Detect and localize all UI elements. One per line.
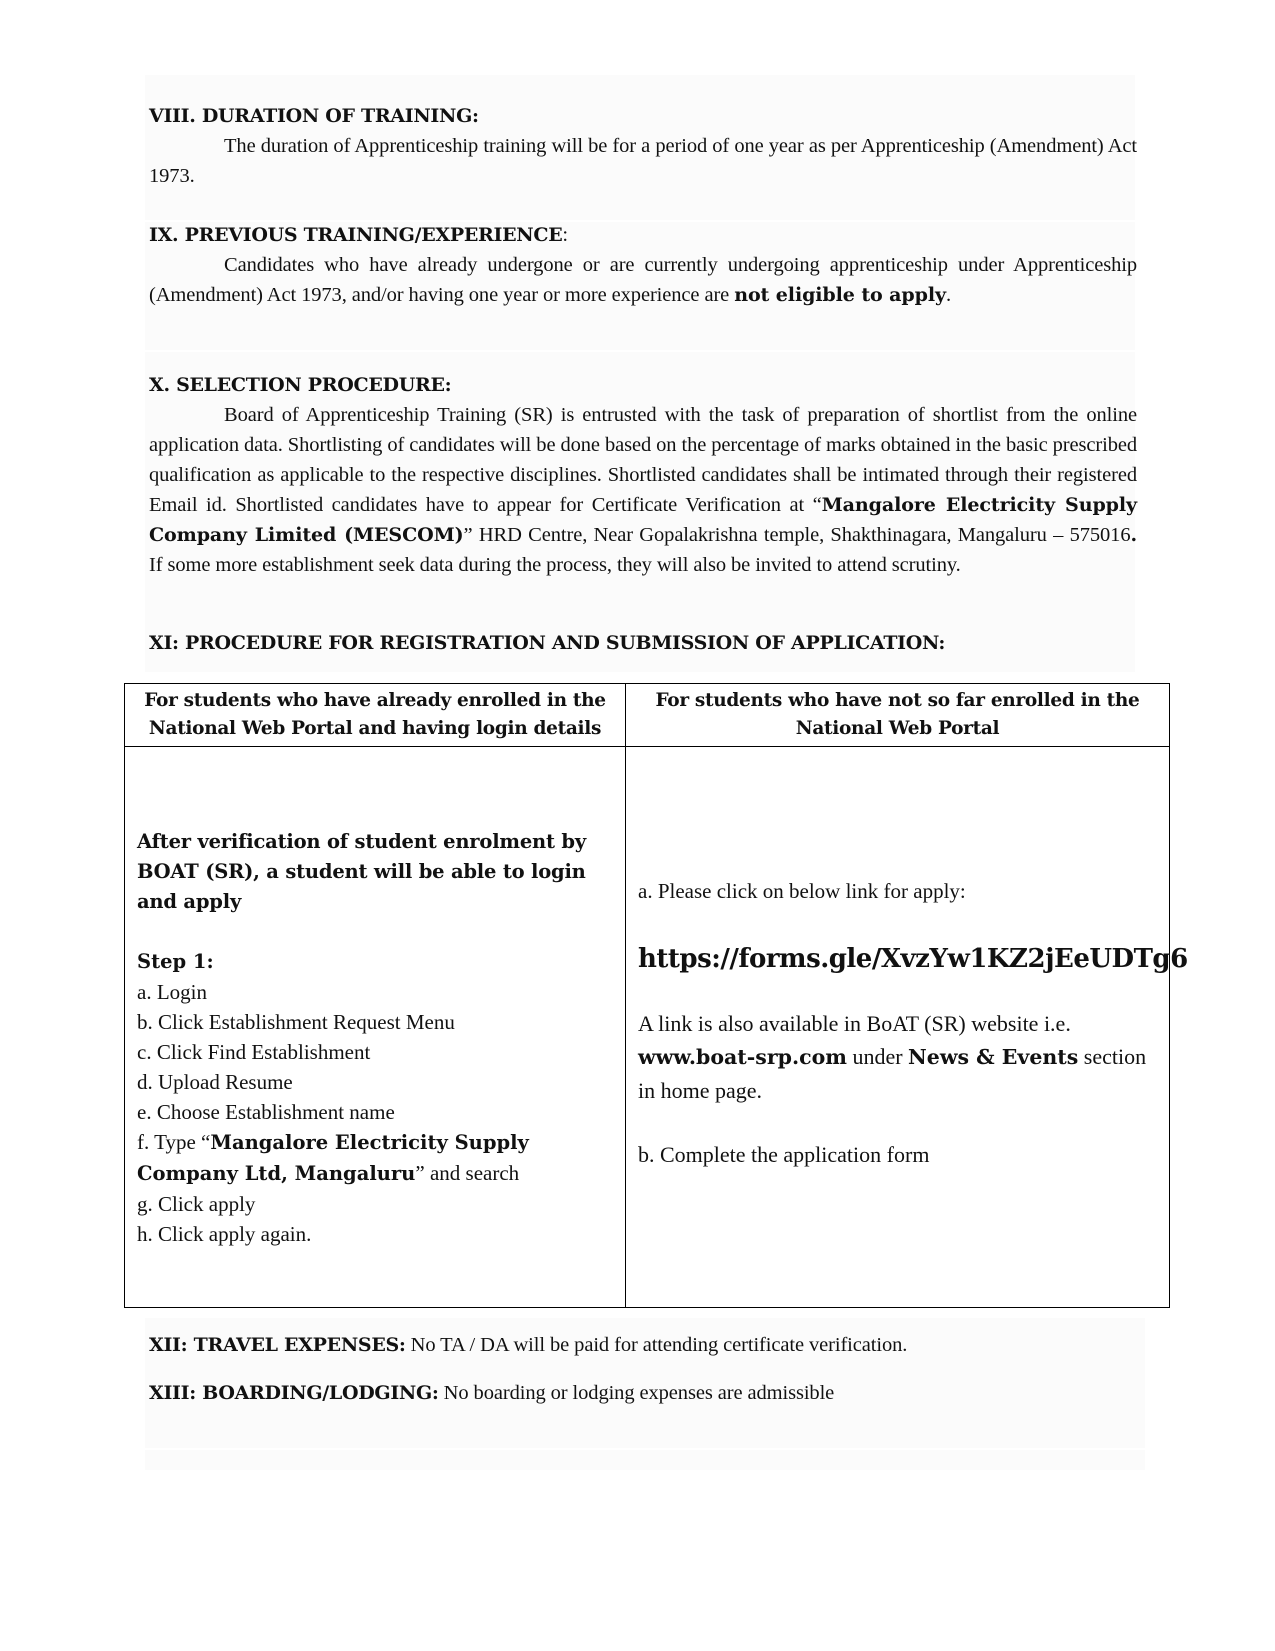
- cell-not-enrolled: [626, 747, 1188, 1308]
- also-text: A link is also available in BoAT (SR) website i.e.: [638, 1011, 1071, 1036]
- step-item: c. Click Find Establishment: [137, 1040, 371, 1064]
- body-text: Candidates who have already undergone or are currently undergoing apprenticeship under Apprenticeship (Amendment) Act 1973, and/or having one year or more experience are: [149, 254, 1137, 306]
- item-b: b. Complete the application form: [638, 1142, 930, 1167]
- step-item: [137, 1127, 617, 1189]
- section-heading: X. SELECTION PROCEDURE:: [149, 374, 452, 396]
- section-travel-expenses: [149, 1330, 1137, 1360]
- section-duration-of-training: [149, 101, 1137, 191]
- section-previous-training: [149, 220, 1137, 310]
- section-selection-procedure: [149, 370, 1137, 580]
- news-events-section: News & Events: [908, 1045, 1079, 1069]
- website-link[interactable]: www.boat-srp.com: [638, 1045, 847, 1069]
- step-item: e. Choose Establishment name: [137, 1100, 395, 1124]
- step-item: g. Click apply: [137, 1192, 256, 1216]
- intro-text: After verification of student enrolment by BOAT (SR), a student will be able to login and apply: [137, 830, 586, 913]
- heading-colon: :: [562, 224, 568, 246]
- body-text: .: [945, 284, 951, 306]
- section-heading: XI: PROCEDURE FOR REGISTRATION AND SUBMISSION OF APPLICATION:: [149, 632, 946, 654]
- not-eligible-emphasis: not eligible to apply: [734, 284, 946, 306]
- step-item: a. Login: [137, 980, 207, 1004]
- section-heading: XII: TRAVEL EXPENSES:: [149, 1334, 406, 1356]
- also-text: under: [846, 1044, 909, 1069]
- table-header-row: [125, 684, 1170, 747]
- section-registration-procedure: [149, 628, 1137, 658]
- item-text: f. Type “: [137, 1130, 211, 1154]
- body-text: ” HRD Centre, Near Gopalakrishna temple, Shakthinagara, Mangaluru – 575016: [463, 524, 1131, 546]
- item-a: a. Please click on below link for apply:: [638, 879, 966, 903]
- header-not-enrolled: For students who have not so far enrolled in the National Web Portal: [626, 684, 1170, 747]
- body-text: Board of Apprenticeship Training (SR) is entrusted with the task of preparation of shortlist from the online application data. Shortlisting of candidates will be done based on the percentage of marks obtained in the basic prescribed qualification as applicable to the respective disciplines. Shortlisted candidates shall be intimated through their registered Email id. Shortlisted candidates have to appear for Certificate Verification at “: [149, 404, 1137, 516]
- registration-table: [124, 683, 1188, 1308]
- section-body: [149, 250, 1137, 310]
- body-dot: .: [1130, 524, 1138, 546]
- section-boarding-lodging: [149, 1378, 1137, 1408]
- body-text: If some more establishment seek data during the process, they will also be invited to attend scrutiny.: [149, 554, 961, 576]
- table-row: [125, 747, 1170, 1308]
- apply-link[interactable]: https://forms.gle/XvzYw1KZ2jEeUDTg6: [638, 944, 1188, 974]
- background-shade: [145, 1450, 1145, 1470]
- step-item: h. Click apply again.: [137, 1222, 312, 1246]
- item-text: ” and search: [415, 1161, 520, 1185]
- section-body: No TA / DA will be paid for attending certificate verification.: [405, 1334, 908, 1356]
- also-available-text: [638, 1007, 1158, 1107]
- section-heading: VIII. DURATION OF TRAINING:: [149, 105, 479, 127]
- cell-enrolled: [125, 747, 626, 1308]
- step-item: b. Click Establishment Request Menu: [137, 1010, 455, 1034]
- also-text: section in home page.: [638, 1044, 1147, 1103]
- section-heading: IX. PREVIOUS TRAINING/EXPERIENCE: [149, 224, 563, 246]
- section-heading: XIII: BOARDING/LODGING:: [149, 1382, 439, 1404]
- step-item: d. Upload Resume: [137, 1070, 293, 1094]
- section-body: No boarding or lodging expenses are admissible: [438, 1382, 835, 1404]
- establishment-name: Mangalore Electricity Supply Company Ltd, Mangaluru: [137, 1131, 529, 1185]
- section-body: The duration of Apprenticeship training will be for a period of one year as per Apprenticeship (Amendment) Act 1973.: [149, 135, 1137, 187]
- mescom-name: Mangalore Electricity Supply Company Limited (MESCOM): [149, 494, 1137, 546]
- header-enrolled: For students who have already enrolled in the National Web Portal and having login details: [125, 684, 626, 747]
- step-heading: Step 1:: [137, 950, 214, 973]
- section-body: [149, 400, 1137, 580]
